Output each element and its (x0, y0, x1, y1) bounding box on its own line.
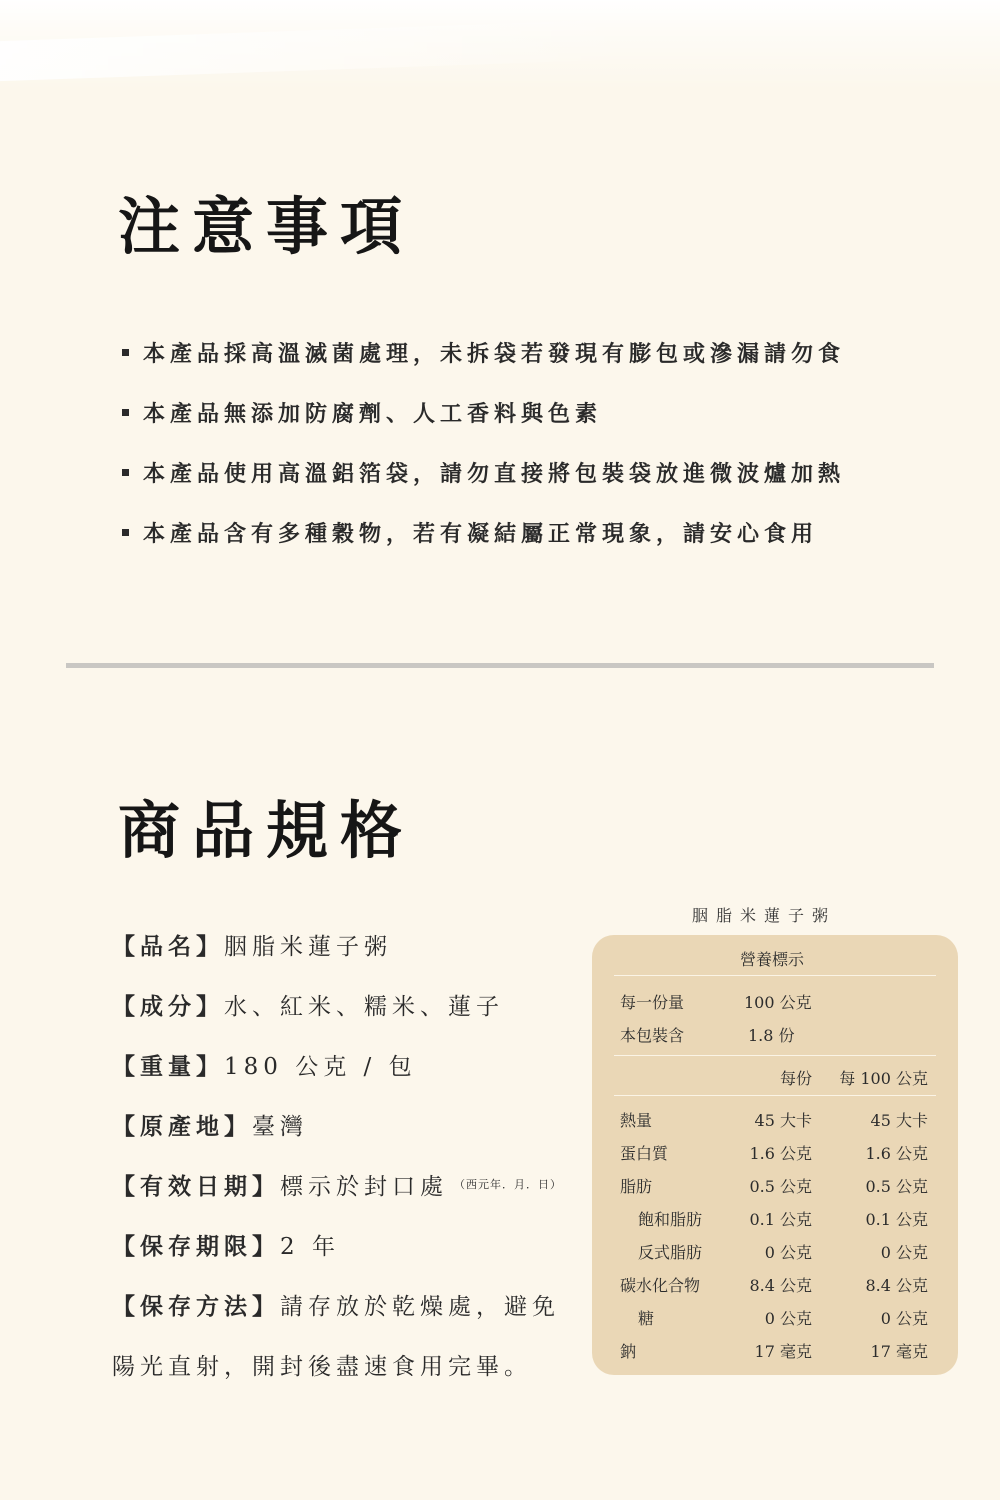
spec-row-weight (112, 1034, 582, 1094)
servings-label: 本包裝含 (620, 1026, 685, 1045)
spec-list (112, 914, 582, 1394)
notices-list (122, 322, 845, 562)
nutrient-name: 熱量 (620, 1111, 653, 1130)
nutrient-name: 碳水化合物 (620, 1276, 701, 1295)
bullet-icon (122, 529, 129, 536)
nutrition-divider (614, 1055, 936, 1056)
notice-item (122, 502, 845, 562)
notice-item (122, 322, 845, 382)
notices-title: 注意事項 (118, 190, 415, 263)
section-divider (66, 663, 934, 668)
notice-text: 本產品無添加防腐劑、人工香料與色素 (143, 400, 603, 427)
nutrition-header: 營養標示 (740, 950, 805, 969)
nutrient-per-100g: 8.4 公克 (865, 1276, 928, 1295)
col-header-per-100g: 每 100 公克 (839, 1069, 928, 1088)
spec-row-ingredients (112, 974, 582, 1034)
spec-note: （西元年．月．日） (454, 1178, 562, 1191)
nutrition-divider (614, 1095, 936, 1096)
spec-key: 【品名】 (112, 932, 224, 960)
spec-row-name (112, 914, 582, 974)
serving-size-value: 100 公克 (744, 993, 812, 1012)
col-header-per-serving: 每份 (779, 1069, 812, 1088)
nutrient-per-100g: 1.6 公克 (865, 1144, 928, 1163)
nutrition-facts-panel (592, 935, 958, 1375)
spec-row-expiry (112, 1154, 582, 1214)
bullet-icon (122, 469, 129, 476)
spec-key: 【有效日期】 (112, 1172, 280, 1200)
bullet-icon (122, 409, 129, 416)
nutrient-per-100g: 45 大卡 (870, 1111, 928, 1130)
nutrient-per-serving: 8.4 公克 (749, 1276, 812, 1295)
nutrient-per-100g: 0.1 公克 (865, 1210, 928, 1229)
nutrient-per-100g: 0.5 公克 (865, 1177, 928, 1196)
notice-item (122, 382, 845, 442)
nutrient-per-serving: 0.1 公克 (749, 1210, 812, 1229)
spec-key: 【保存期限】 (112, 1232, 280, 1260)
spec-key: 【保存方法】 (112, 1292, 280, 1320)
spec-row-storage (112, 1274, 582, 1334)
spec-value: 請存放於乾燥處，避免 (280, 1293, 560, 1320)
spec-key: 【原產地】 (112, 1112, 252, 1140)
spec-key: 【成分】 (112, 992, 224, 1020)
nutrient-name: 蛋白質 (620, 1144, 669, 1163)
nutrient-per-serving: 0 公克 (764, 1243, 812, 1262)
nutrient-per-serving: 0.5 公克 (749, 1177, 812, 1196)
specs-title: 商品規格 (118, 794, 415, 867)
spec-value: 水、紅米、糯米、蓮子 (224, 993, 504, 1020)
spec-row-origin (112, 1094, 582, 1154)
spec-value: 2 年 (280, 1233, 340, 1260)
nutrient-per-100g: 0 公克 (880, 1243, 928, 1262)
nutrient-per-serving: 45 大卡 (754, 1111, 812, 1130)
spec-value: 臺灣 (252, 1113, 308, 1140)
nutrient-per-100g: 17 毫克 (870, 1342, 928, 1361)
notice-text: 本產品採高溫滅菌處理，未拆袋若發現有膨包或滲漏請勿食 (143, 340, 846, 367)
serving-size-label: 每一份量 (620, 993, 685, 1012)
spec-value: 標示於封口處 (280, 1173, 448, 1200)
nutrient-per-serving: 0 公克 (764, 1309, 812, 1328)
spec-row-shelf-life (112, 1214, 582, 1274)
nutrition-divider (614, 975, 936, 976)
spec-value: 陽光直射，開封後盡速食用完畢。 (112, 1353, 532, 1380)
notice-text: 本產品含有多種穀物，若有凝結屬正常現象，請安心食用 (143, 520, 819, 547)
notice-item (122, 442, 845, 502)
nutrient-per-serving: 17 毫克 (754, 1342, 812, 1361)
nutrient-per-100g: 0 公克 (880, 1309, 928, 1328)
servings-value: 1.8 份 (748, 1026, 795, 1045)
spec-value: 胭脂米蓮子粥 (224, 933, 392, 960)
spec-key: 【重量】 (112, 1052, 224, 1080)
nutrient-name: 鈉 (620, 1342, 637, 1361)
nutrient-name: 反式脂肪 (638, 1243, 703, 1262)
nutrient-name: 糖 (638, 1309, 655, 1328)
spec-value: 180 公克 / 包 (224, 1053, 417, 1080)
spec-row-storage-cont (112, 1334, 582, 1394)
nutrient-per-serving: 1.6 公克 (749, 1144, 812, 1163)
nutrient-name: 脂肪 (620, 1177, 653, 1196)
nutrient-name: 飽和脂肪 (638, 1210, 703, 1229)
nutrition-product-name: 胭脂米蓮子粥 (692, 906, 837, 925)
notice-text: 本產品使用高溫鋁箔袋，請勿直接將包裝袋放進微波爐加熱 (143, 460, 846, 487)
bullet-icon (122, 349, 129, 356)
